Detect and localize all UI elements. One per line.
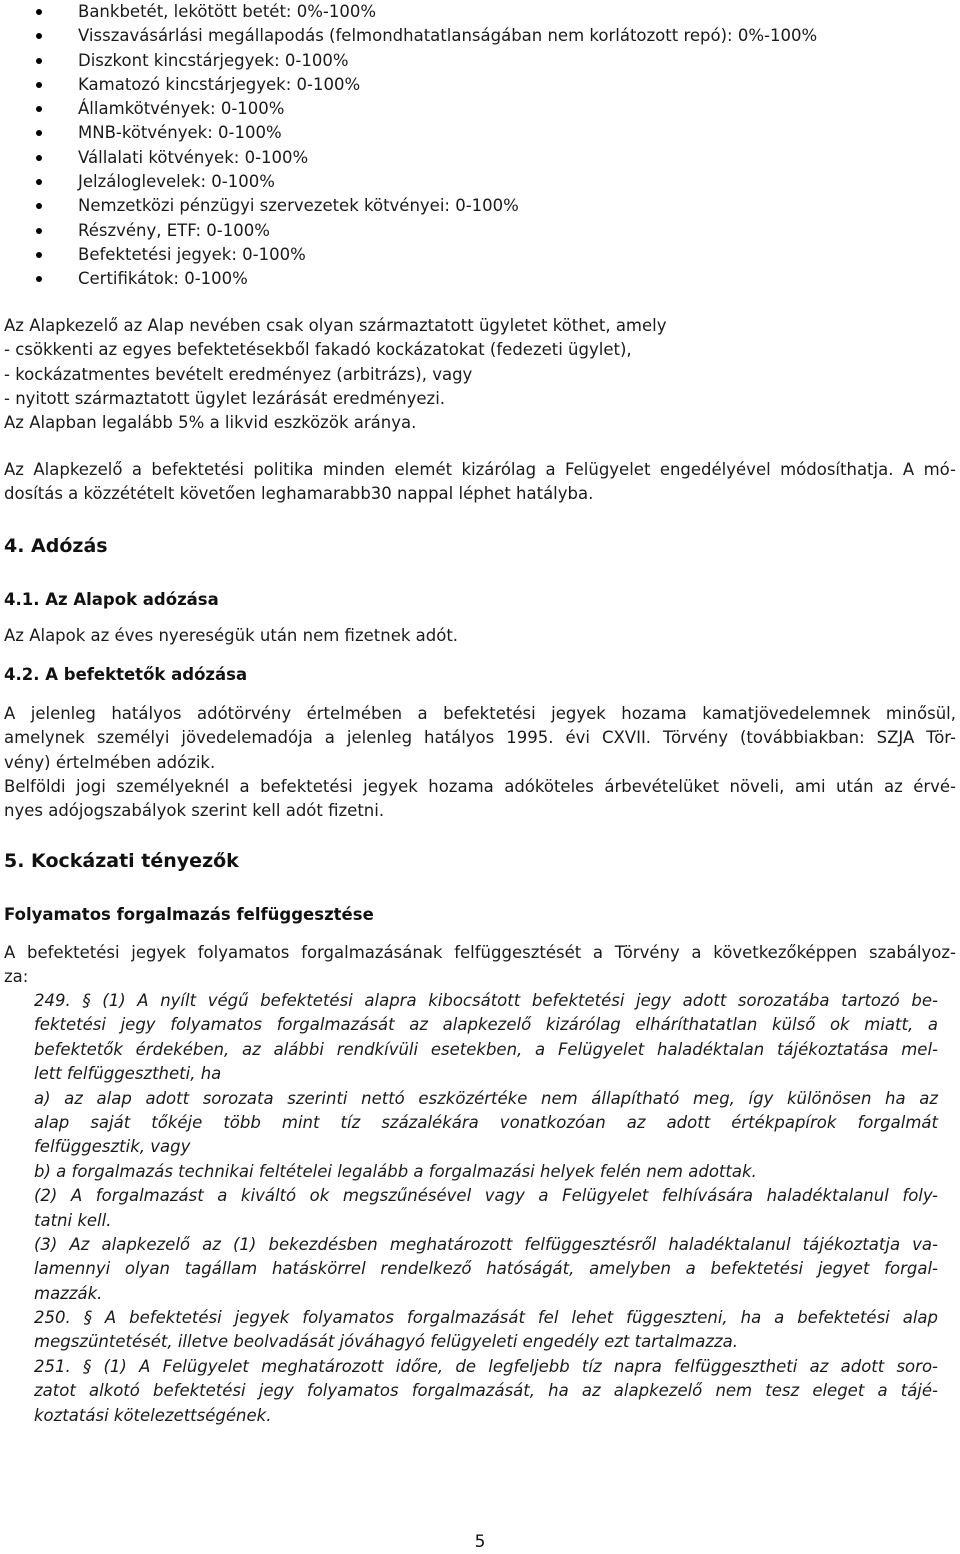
bullet-icon	[36, 130, 42, 136]
bullet-icon	[36, 179, 42, 185]
list-item: Diszkont kincstárjegyek: 0-100%	[0, 49, 817, 73]
derivatives-paragraph: Az Alapkezelő az Alap nevében csak olyan származtatott ügyletet köthet, amely - csökkenti az egyes befektetésekből fakadó kockázatokat (fedezeti ügylet), - kockázatmentes bevételt eredményez (arbitrázs), vagy - nyitott származtatott ügylet lezárását eredményezi. Az Alapban legalább 5% a likvid eszközök aránya.	[4, 316, 667, 433]
list-item: Vállalati kötvények: 0-100%	[0, 146, 817, 170]
bullet-icon	[36, 33, 42, 39]
bullet-icon	[36, 228, 42, 234]
section-4-2-paragraph-2: Belföldi jogi személyeknél a befektetési jegyek hozama adóköteles árbevételüket növeli, ami után az érvé- nyes adójogszabályok szerint kell adót fizetni.	[4, 777, 956, 821]
section-4-1-heading: 4.1. Az Alapok adózása	[4, 590, 219, 609]
law-quotation: 249. § (1) A nyílt végű befektetési alapra kibocsátott befektetési jegy adott sorozatába tartozó be- fektetési jegy folyamatos forgalmazását az alapkezelő kizárólag elháríthatatlan külső ok miatt, a befektetők érdekében, az alábbi rendkívüli esetekben, a Felügyelet haladéktalan tájékoztatása mel- lett felfüggesztheti, ha a) az alap adott sorozata szerinti nettó eszközértéke nem állapítható meg, így különösen ha az alap saját tőkéje több mint tíz százalékára vonatkozóan az adott értékpapírok forgalmát felfüggesztik, vagy b) a forgalmazás technikai feltételei legalább a forgalmazási helyek felén nem adottak. (2) A forgalmazást a kiváltó ok megszűnésével vagy a Felügyelet felhívására haladéktalanul foly- tatni kell. (3) Az alapkezelő az (1) bekezdésben meghatározott felfüggesztésről haladéktalanul tájékoztatja va- lamennyi olyan tagállam hatáskörrel rendelkező hatóságát, amelyben a befektetési jegyet forgal- mazzák. 250. § A befektetési jegyek folyamatos forgalmazását fel lehet függeszteni, ha a befektetési alap megszüntetését, illetve beolvadását jóváhagyó felügyeleti engedély ezt tartalmazza. 251. § (1) A Felügyelet meghatározott időre, de legfeljebb tíz napra felfüggesztheti az adott soro- zatot alkotó befektetési jegy folyamatos forgalmazását, ha az alapkezelő nem tesz eleget a tájé- koztatási kötelezettségének.	[34, 991, 938, 1425]
bullet-icon	[36, 203, 42, 209]
section-4-2-heading: 4.2. A befektetők adózása	[4, 665, 248, 684]
bullet-icon	[36, 276, 42, 282]
list-item: MNB-kötvények: 0-100%	[0, 121, 817, 145]
asset-limits-list	[0, 0, 817, 292]
list-item: Visszavásárlási megállapodás (felmondhatatlanságában nem korlátozott repó): 0%-100%	[0, 24, 817, 48]
list-item: Államkötvények: 0-100%	[0, 97, 817, 121]
list-item: Befektetési jegyek: 0-100%	[0, 243, 817, 267]
section-4-2-paragraph-1: A jelenleg hatályos adótörvény értelmében a befektetési jegyek hozama kamatjövedelemnek minősül, amelynek személyi jövedelemadója a jelenleg hatályos 1995. évi CXVII. Törvény (továbbiakban: SZJA Tör- vény) értelmében adózik.	[4, 704, 956, 772]
suspension-heading: Folyamatos forgalmazás felfüggesztése	[4, 905, 374, 924]
suspension-intro: A befektetési jegyek folyamatos forgalmazásának felfüggesztését a Törvény a következőképpen szabályoz- za:	[4, 943, 956, 987]
list-item: Nemzetközi pénzügyi szervezetek kötvényei: 0-100%	[0, 194, 817, 218]
section-4-1-text: Az Alapok az éves nyereségük után nem fizetnek adót.	[4, 626, 459, 645]
bullet-icon	[36, 252, 42, 258]
list-item: Bankbetét, lekötött betét: 0%-100%	[0, 0, 817, 24]
bullet-icon	[36, 155, 42, 161]
page-number: 5	[474, 1532, 486, 1552]
list-item: Kamatozó kincstárjegyek: 0-100%	[0, 73, 817, 97]
bullet-icon	[36, 58, 42, 64]
list-item: Jelzáloglevelek: 0-100%	[0, 170, 817, 194]
section-4-heading: 4. Adózás	[4, 535, 108, 557]
bullet-icon	[36, 9, 42, 15]
bullet-icon	[36, 106, 42, 112]
list-item: Certifikátok: 0-100%	[0, 267, 817, 291]
policy-paragraph: Az Alapkezelő a befektetési politika minden elemét kizárólag a Felügyelet engedélyével módosíthatja. A mó- dosítás a közzétételt követően leghamarabb30 nappal léphet hatályba.	[4, 460, 956, 504]
section-5-heading: 5. Kockázati tényezők	[4, 850, 239, 872]
bullet-icon	[36, 82, 42, 88]
list-item: Részvény, ETF: 0-100%	[0, 219, 817, 243]
